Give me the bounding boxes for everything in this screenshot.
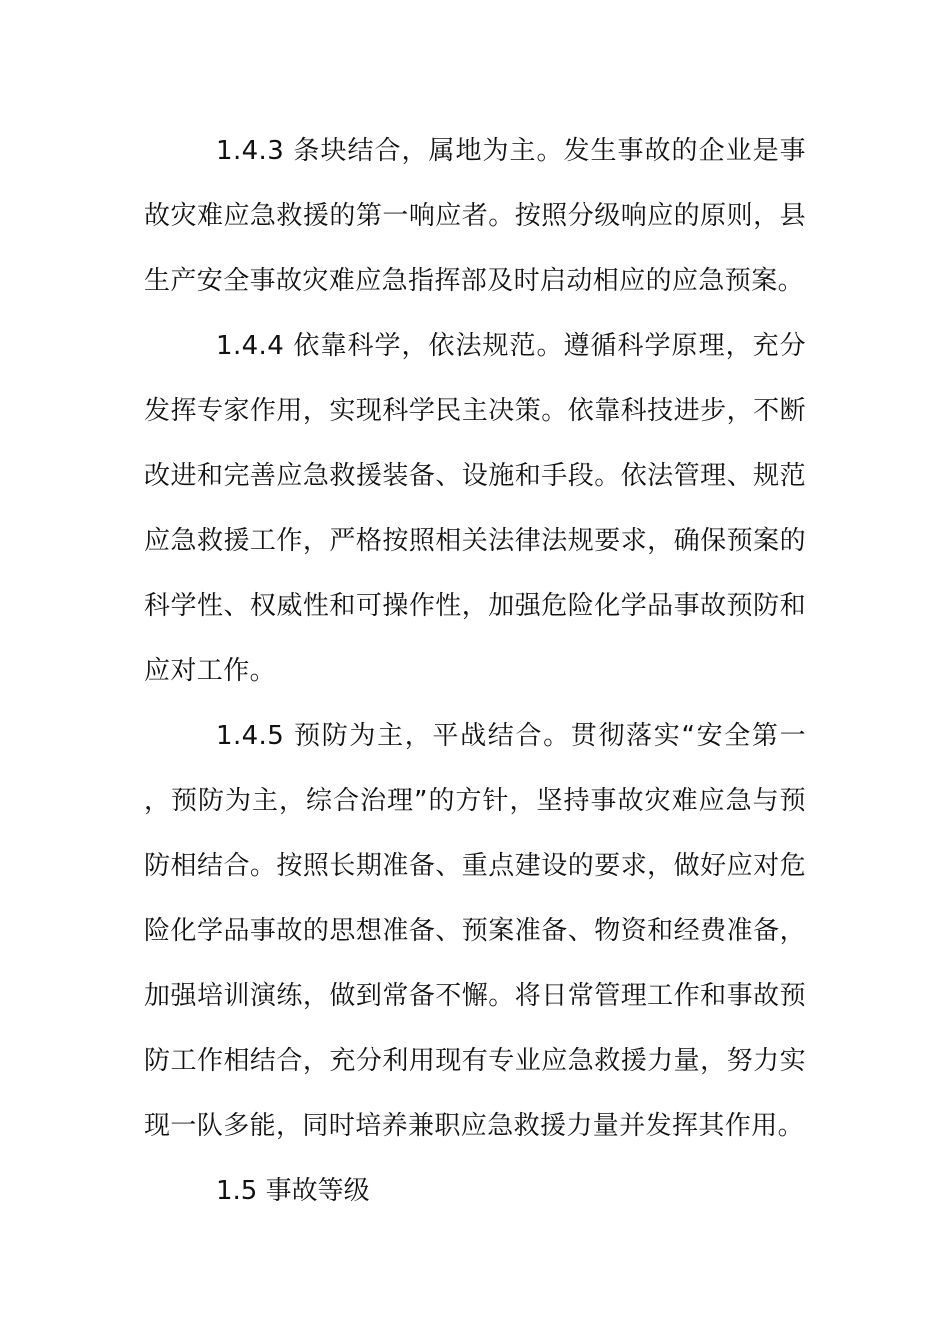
document-body — [144, 119, 806, 1224]
paragraph-1-4-5: 1.4.5 预防为主，平战结合。贯彻落实“安全第一，预防为主，综合治理”的方针，坚持事故灾难应急与预防相结合。按照长期准备、重点建设的要求，做好应对危险化学品事故的思想准备、预案准备、物资和经费准备，加强培训演练，做到常备不懈。将日常管理工作和事故预防工作相结合，充分利用现有专业应急救援力量，努力实现一队多能，同时培养兼职应急救援力量并发挥其作用。 — [144, 721, 806, 1141]
section-heading-1-5: 1.5 事故等级 — [216, 1176, 370, 1206]
paragraph-1-4-4: 1.4.4 依靠科学，依法规范。遵循科学原理，充分发挥专家作用，实现科学民主决策。依靠科技进步，不断改进和完善应急救援装备、设施和手段。依法管理、规范应急救援工作，严格按照相关法律法规要求，确保预案的科学性、权威性和可操作性，加强危险化学品事故预防和应对工作。 — [144, 331, 806, 686]
paragraph-1-4-3: 1.4.3 条块结合，属地为主。发生事故的企业是事故灾难应急救援的第一响应者。按照分级响应的原则，县生产安全事故灾难应急指挥部及时启动相应的应急预案。 — [144, 136, 806, 296]
